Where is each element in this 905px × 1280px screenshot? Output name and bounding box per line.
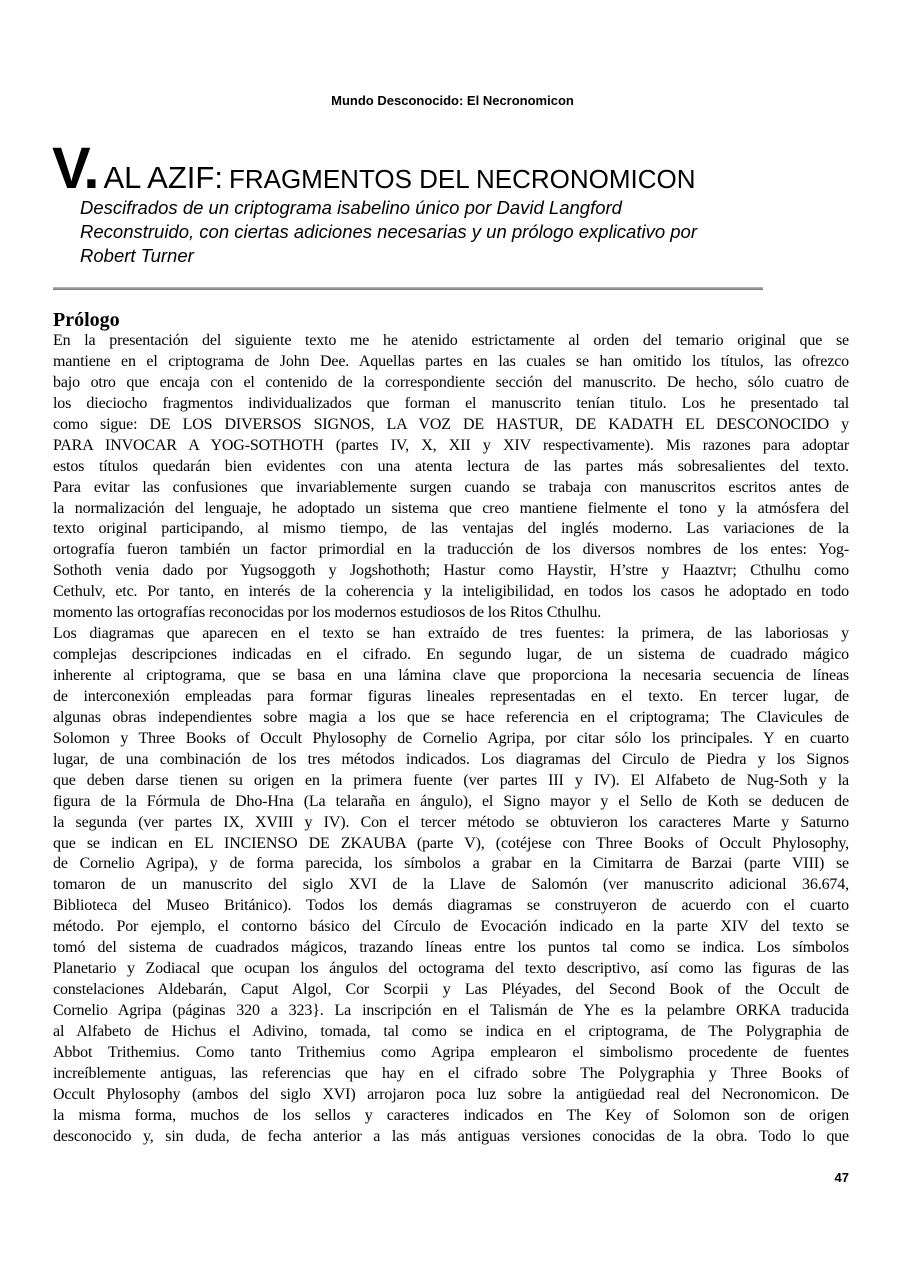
text-line: la normalización del lenguaje, he adoptado un sistema que creo mantiene fielmente el tono y la atmósfera del (53, 499, 849, 517)
text-line: PARA INVOCAR A YOG-SOTHOTH (partes IV, X, XII y XIV respectivamente). Mis razones para adoptar (53, 436, 849, 454)
text-line: constelaciones Aldebarán, Caput Algol, Cor Scorpii y Las Pléyades, del Second Book of the Occult de (53, 981, 849, 999)
text-line: bajo otro que encaja con el contenido de la correspondiente sección del manuscrito. De hecho, sólo cuatro de (53, 373, 849, 391)
chapter-title-main: AL AZIF: (103, 160, 223, 195)
text-line: como sigue: DE LOS DIVERSOS SIGNOS, LA VOZ DE HASTUR, DE KADATH EL DESCONOCIDO y (53, 415, 849, 433)
text-line: algunas obras independientes sobre magia a los que se hace referencia en el criptograma; The Clavicules de (53, 708, 849, 726)
text-line: que deben darse tienen su origen en la primera fuente (ver partes III y IV). El Alfabeto de Nug-Soth y la (53, 771, 849, 789)
text-line: figura de la Fórmula de Dho-Hna (La telaraña en ángulo), el Signo mayor y el Sello de Koth se deducen de (53, 792, 849, 810)
text-line: increíblemente antiguas, las referencias que hay en el cifrado sobre The Polygraphia y Three Books of (53, 1064, 849, 1082)
paragraph (53, 624, 849, 1147)
text-line: estos títulos quedarán bien evidentes con una atenta lectura de las partes más sobresalientes del texto. (53, 457, 849, 475)
text-line: tomó del sistema de cuadrados mágicos, trazando líneas entre los puntos tal como se indica. Los símbolos (53, 939, 849, 957)
body-text (53, 331, 849, 1148)
subtitle-line: Descifrados de un criptograma isabelino único por David Langford (80, 197, 622, 218)
text-line: Los diagramas que aparecen en el texto se han extraído de tres fuentes: la primera, de las laboriosas y (53, 625, 849, 643)
page-number: 47 (834, 1170, 849, 1185)
paragraph (53, 331, 849, 624)
section-heading: Prólogo (53, 309, 120, 331)
subtitle-line: Reconstruido, con ciertas adiciones necesarias y un prólogo explicativo por (80, 221, 698, 242)
text-line: complejas descripciones indicadas en el cifrado. En segundo lugar, de un sistema de cuadrado mágico (53, 646, 849, 664)
text-line: Occult Phylosophy (ambos del siglo XVI) arrojaron poca luz sobre la antigüedad real del Necronomicon. De (53, 1085, 849, 1103)
text-line: momento las ortografías reconocidas por los modernos estudiosos de los Ritos Cthulhu. (53, 604, 602, 622)
chapter-number: V. (52, 136, 98, 201)
running-head: Mundo Desconocido: El Necronomicon (331, 93, 574, 108)
subtitle-line: Robert Turner (80, 245, 194, 266)
text-line: ortografía fueron también un factor primordial en la traducción de los diversos nombres de los entes: Yog- (53, 541, 849, 559)
text-line: Cornelio Agripa (páginas 320 a 323}. La inscripción en el Talismán de Yhe es la pelambre ORKA traducida (53, 1002, 849, 1019)
chapter-title (52, 136, 696, 201)
text-line: tomaron de un manuscrito del siglo XVI de la Llave de Salomón (ver manuscrito adicional 36.674, (53, 876, 849, 894)
text-line: En la presentación del siguiente texto me he atenido estrictamente al orden del temario original que se (53, 332, 849, 349)
text-line: mantiene en el criptograma de John Dee. Aquellas partes en las cuales se han omitido los títulos, las ofrezco (53, 352, 849, 370)
text-line: Solomon y Three Books of Occult Phylosophy de Cornelio Agripa, por citar sólo los principales. Y en cuarto (53, 729, 849, 747)
text-line: los dieciocho fragmentos individualizados que forman el manuscrito tenían titulo. Los he presentado tal (53, 394, 849, 412)
text-line: Para evitar las confusiones que invariablemente surgen cuando se trabaja con manuscritos escritos antes de (53, 478, 849, 496)
text-line: de Cornelio Agripa), y de forma parecida, los símbolos a grabar en la Cimitarra de Barzai (parte VIII) se (53, 855, 849, 873)
text-line: Abbot Trithemius. Como tanto Trithemius como Agripa emplearon el simbolismo procedente de fuentes (53, 1043, 849, 1061)
text-line: texto original participando, al mismo tiempo, de las ventajas del inglés moderno. Las variaciones de la (53, 520, 849, 538)
text-line: Sothoth venia dado por Yugsoggoth y Jogshothoth; Hastur como Haystir, H’stre y Haaztvr; Cthulhu como (53, 562, 849, 580)
text-line: lugar, de una combinación de los tres métodos indicados. Los diagramas del Circulo de Piedra y los Signos (53, 750, 849, 768)
text-line: Cethulv, etc. Por tanto, en interés de la coherencia y la inteligibilidad, en todos los casos he adoptado en todo (53, 583, 849, 601)
text-line: que se indican en EL INCIENSO DE ZKAUBA (parte V), (cotéjese con Three Books of Occult Phylosophy, (53, 834, 849, 852)
text-line: de interconexión empleadas para formar figuras lineales representadas en el texto. En tercer lugar, de (53, 687, 849, 705)
text-line: la segunda (ver partes IX, XVIII y IV). Con el tercer método se obtuvieron los caracteres Marte y Saturno (53, 813, 849, 831)
text-line: al Alfabeto de Hichus el Adivino, tomada, tal como se indica en el criptograma, de The Polygraphia de (53, 1022, 849, 1040)
text-line: Biblioteca del Museo Británico). Todos los demás diagramas se construyeron de acuerdo con el cuarto (53, 897, 849, 915)
title-divider (53, 287, 763, 290)
text-line: inherente al criptograma, que se basa en una lámina clave que proporciona la necesaria secuencia de líneas (53, 667, 849, 684)
chapter-subtitle (80, 196, 840, 268)
text-line: método. Por ejemplo, el contorno básico del Círculo de Evocación indicado en la parte XIV del texto se (53, 918, 849, 936)
chapter-title-sub: FRAGMENTOS DEL NECRONOMICON (228, 164, 696, 194)
text-line: desconocido y, sin duda, de fecha anterior a las más antiguas versiones conocidas de la obra. Todo lo que (53, 1127, 849, 1145)
text-line: Planetario y Zodiacal que ocupan los ángulos del octograma del texto descriptivo, así como las figuras de las (53, 960, 849, 978)
text-line: la misma forma, muchos de los sellos y caracteres indicados en The Key of Solomon son de origen (53, 1106, 849, 1124)
